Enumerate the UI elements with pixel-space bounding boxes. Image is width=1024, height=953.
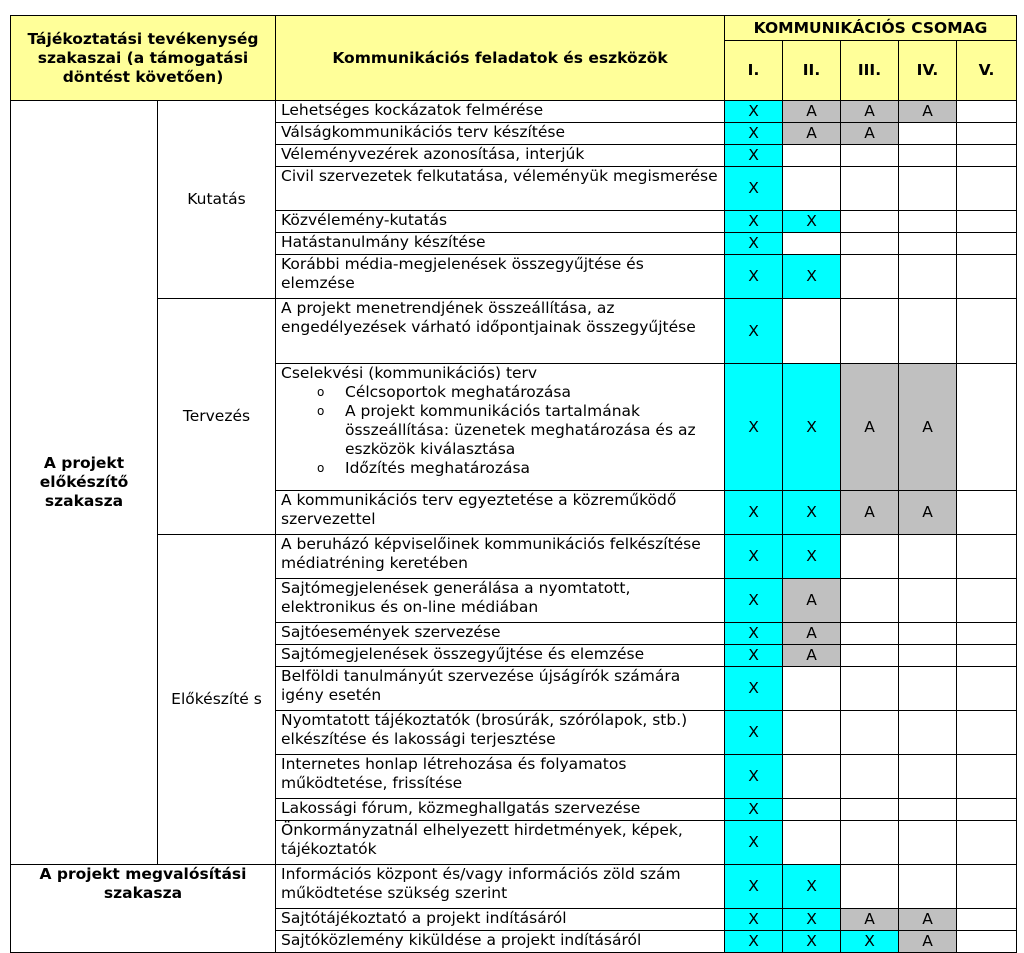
package-mark-cell <box>841 711 899 755</box>
task-cell <box>276 909 725 931</box>
task-text: Lakossági fórum, közmeghallgatás szervezése <box>281 799 641 817</box>
package-mark-cell: X <box>725 711 783 755</box>
package-mark-cell: X <box>725 755 783 799</box>
package-mark-cell <box>899 645 957 667</box>
task-text: Internetes honlap létrehozása és folyamatos működtetése, frissítése <box>281 755 627 792</box>
task-cell <box>276 579 725 623</box>
package-mark-cell <box>841 255 899 299</box>
task-sublist-text: Célcsoportok meghatározása <box>345 383 571 401</box>
package-mark-cell: X <box>725 167 783 211</box>
phase-label: A projekt megvalósítási szakasza <box>11 865 276 953</box>
task-text: Véleményvezérek azonosítása, interjúk <box>281 145 585 163</box>
package-mark-cell <box>899 211 957 233</box>
package-mark-cell <box>957 645 1017 667</box>
task-text: Sajtótájékoztató a projekt indításáról <box>281 909 567 927</box>
package-mark-cell <box>899 535 957 579</box>
package-mark-cell <box>783 821 841 865</box>
package-mark-cell <box>957 167 1017 211</box>
table-body <box>11 101 1017 953</box>
task-cell <box>276 167 725 211</box>
package-mark-cell: A <box>899 931 957 953</box>
package-mark-cell: X <box>725 211 783 233</box>
task-text: Sajtóesemények szervezése <box>281 623 501 641</box>
task-text: Nyomtatott tájékoztatók (brosúrák, szórólapok, stb.) elkészítése és lakossági terjesztése <box>281 711 688 748</box>
header-package-5: V. <box>957 41 1017 101</box>
package-mark-cell <box>957 909 1017 931</box>
task-cell <box>276 145 725 167</box>
task-text: Önkormányzatnál elhelyezett hirdetmények, képek, tájékoztatók <box>281 821 683 858</box>
package-mark-cell: X <box>725 579 783 623</box>
package-mark-cell: A <box>899 101 957 123</box>
package-mark-cell: X <box>841 931 899 953</box>
task-sublist-item <box>317 402 719 459</box>
table-row <box>11 299 1017 364</box>
header-task-column: Kommunikációs feladatok és eszközök <box>276 16 725 101</box>
package-mark-cell: X <box>783 491 841 535</box>
package-mark-cell <box>957 123 1017 145</box>
package-mark-cell: X <box>725 299 783 364</box>
package-mark-cell: X <box>783 909 841 931</box>
task-cell <box>276 623 725 645</box>
package-mark-cell: X <box>725 101 783 123</box>
header-phase-column: Tájékoztatási tevékenység szakaszai (a támogatási döntést követően) <box>11 16 276 101</box>
phase-label: A projekt előkészítő szakasza <box>11 101 158 865</box>
package-mark-cell <box>899 255 957 299</box>
package-mark-cell: X <box>725 233 783 255</box>
package-mark-cell: A <box>841 123 899 145</box>
package-mark-cell: X <box>725 535 783 579</box>
package-mark-cell <box>899 579 957 623</box>
table-row <box>11 535 1017 579</box>
package-mark-cell <box>899 299 957 364</box>
package-mark-cell <box>841 755 899 799</box>
task-cell <box>276 535 725 579</box>
task-text: Közvélemény-kutatás <box>281 211 448 229</box>
package-mark-cell: A <box>783 123 841 145</box>
task-cell <box>276 667 725 711</box>
package-mark-cell: A <box>841 101 899 123</box>
package-mark-cell <box>957 623 1017 645</box>
circle-bullet-icon: o <box>317 385 325 399</box>
package-mark-cell <box>899 123 957 145</box>
package-mark-cell <box>841 799 899 821</box>
table-row <box>11 101 1017 123</box>
package-mark-cell <box>841 145 899 167</box>
package-mark-cell: A <box>899 491 957 535</box>
package-mark-cell <box>899 755 957 799</box>
task-sublist-item <box>317 383 719 402</box>
task-sublist-text: Időzítés meghatározása <box>345 459 531 477</box>
header-package-2: II. <box>783 41 841 101</box>
package-mark-cell <box>841 623 899 645</box>
package-mark-cell <box>841 667 899 711</box>
task-text: A kommunikációs terv egyeztetése a közreműködő szervezettel <box>281 491 677 528</box>
package-mark-cell <box>783 799 841 821</box>
task-text: Információs központ és/vagy információs zöld szám működtetése szükség szerint <box>281 865 681 902</box>
task-cell <box>276 491 725 535</box>
task-text: Civil szervezetek felkutatása, véleményük megismerése <box>281 167 718 185</box>
package-mark-cell <box>899 667 957 711</box>
package-mark-cell <box>841 579 899 623</box>
task-cell <box>276 821 725 865</box>
task-cell <box>276 233 725 255</box>
task-cell <box>276 255 725 299</box>
package-mark-cell <box>899 145 957 167</box>
package-mark-cell: X <box>725 645 783 667</box>
header-package-3: III. <box>841 41 899 101</box>
package-mark-cell <box>841 821 899 865</box>
task-cell <box>276 101 725 123</box>
task-cell <box>276 799 725 821</box>
package-mark-cell: X <box>725 123 783 145</box>
header-package-1: I. <box>725 41 783 101</box>
package-mark-cell <box>957 799 1017 821</box>
package-mark-cell <box>841 865 899 909</box>
task-sublist-item <box>317 459 719 478</box>
package-mark-cell: X <box>725 667 783 711</box>
package-mark-cell <box>957 255 1017 299</box>
task-cell <box>276 645 725 667</box>
package-mark-cell: A <box>841 491 899 535</box>
task-text: Sajtóközlemény kiküldése a projekt indításáról <box>281 931 642 949</box>
package-mark-cell <box>899 623 957 645</box>
subphase-label: Tervezés <box>158 299 276 535</box>
subphase-label: Kutatás <box>158 101 276 299</box>
package-mark-cell <box>899 821 957 865</box>
package-mark-cell <box>957 667 1017 711</box>
package-mark-cell <box>783 145 841 167</box>
circle-bullet-icon: o <box>317 461 325 475</box>
package-mark-cell <box>957 535 1017 579</box>
package-mark-cell: A <box>783 101 841 123</box>
package-mark-cell <box>957 145 1017 167</box>
task-cell <box>276 931 725 953</box>
package-mark-cell: A <box>841 909 899 931</box>
package-mark-cell: X <box>725 491 783 535</box>
package-mark-cell <box>957 233 1017 255</box>
package-mark-cell <box>957 491 1017 535</box>
package-mark-cell <box>957 821 1017 865</box>
package-mark-cell: A <box>783 579 841 623</box>
package-mark-cell <box>957 101 1017 123</box>
package-mark-cell <box>899 799 957 821</box>
task-text: Sajtómegjelenések generálása a nyomtatott, elektronikus és on-line médiában <box>281 579 631 616</box>
package-mark-cell <box>899 711 957 755</box>
package-mark-cell <box>957 755 1017 799</box>
package-mark-cell <box>783 167 841 211</box>
package-mark-cell: X <box>783 865 841 909</box>
task-text: Válságkommunikációs terv készítése <box>281 123 565 141</box>
package-mark-cell: X <box>725 364 783 491</box>
package-mark-cell: X <box>783 931 841 953</box>
task-cell <box>276 299 725 364</box>
circle-bullet-icon: o <box>317 404 325 418</box>
package-mark-cell: A <box>783 623 841 645</box>
task-text: Korábbi média-megjelenések összegyűjtése és elemzése <box>281 255 644 292</box>
task-text: Cselekvési (kommunikációs) terv <box>281 364 538 382</box>
task-text: Lehetséges kockázatok felmérése <box>281 101 544 119</box>
package-mark-cell <box>957 299 1017 364</box>
package-mark-cell <box>957 364 1017 491</box>
package-mark-cell: X <box>783 364 841 491</box>
task-text: Belföldi tanulmányút szervezése újságírók számára igény esetén <box>281 667 681 704</box>
package-mark-cell <box>841 211 899 233</box>
package-mark-cell <box>957 931 1017 953</box>
package-mark-cell: X <box>725 145 783 167</box>
package-mark-cell: X <box>783 211 841 233</box>
package-mark-cell: X <box>783 535 841 579</box>
package-mark-cell <box>783 299 841 364</box>
package-mark-cell <box>957 211 1017 233</box>
header-package-group: KOMMUNIKÁCIÓS CSOMAG <box>725 16 1017 41</box>
package-mark-cell: X <box>725 799 783 821</box>
package-mark-cell <box>899 167 957 211</box>
package-mark-cell: X <box>783 255 841 299</box>
package-mark-cell: X <box>725 623 783 645</box>
package-mark-cell <box>841 233 899 255</box>
task-sublist <box>281 383 719 478</box>
task-cell <box>276 865 725 909</box>
package-mark-cell: A <box>899 364 957 491</box>
task-text: A projekt menetrendjének összeállítása, az engedélyezések várható időpontjainak összegyűjtése <box>281 299 696 336</box>
package-mark-cell <box>957 711 1017 755</box>
package-mark-cell <box>957 865 1017 909</box>
package-mark-cell: X <box>725 931 783 953</box>
header-package-4: IV. <box>899 41 957 101</box>
communication-package-table <box>10 15 1017 953</box>
package-mark-cell <box>783 667 841 711</box>
table-row <box>11 865 1017 909</box>
package-mark-cell <box>841 535 899 579</box>
package-mark-cell <box>841 299 899 364</box>
package-mark-cell: X <box>725 255 783 299</box>
package-mark-cell: A <box>783 645 841 667</box>
package-mark-cell <box>899 865 957 909</box>
task-cell <box>276 364 725 491</box>
task-cell <box>276 123 725 145</box>
package-mark-cell: A <box>899 909 957 931</box>
task-text: Hatástanulmány készítése <box>281 233 486 251</box>
package-mark-cell <box>841 645 899 667</box>
task-sublist-text: A projekt kommunikációs tartalmának összeállítása: üzenetek meghatározása és az eszközök kiválasztása <box>345 402 696 458</box>
package-mark-cell: X <box>725 909 783 931</box>
package-mark-cell <box>783 711 841 755</box>
task-text: A beruházó képviselőinek kommunikációs felkészítése médiatréning keretében <box>281 535 701 572</box>
subphase-label: Előkészíté s <box>158 535 276 865</box>
task-cell <box>276 711 725 755</box>
task-text: Sajtómegjelenések összegyűjtése és elemzése <box>281 645 645 663</box>
package-mark-cell <box>783 755 841 799</box>
task-cell <box>276 211 725 233</box>
task-cell <box>276 755 725 799</box>
package-mark-cell: X <box>725 865 783 909</box>
package-mark-cell: A <box>841 364 899 491</box>
package-mark-cell <box>841 167 899 211</box>
package-mark-cell: X <box>725 821 783 865</box>
package-mark-cell <box>783 233 841 255</box>
package-mark-cell <box>899 233 957 255</box>
package-mark-cell <box>957 579 1017 623</box>
